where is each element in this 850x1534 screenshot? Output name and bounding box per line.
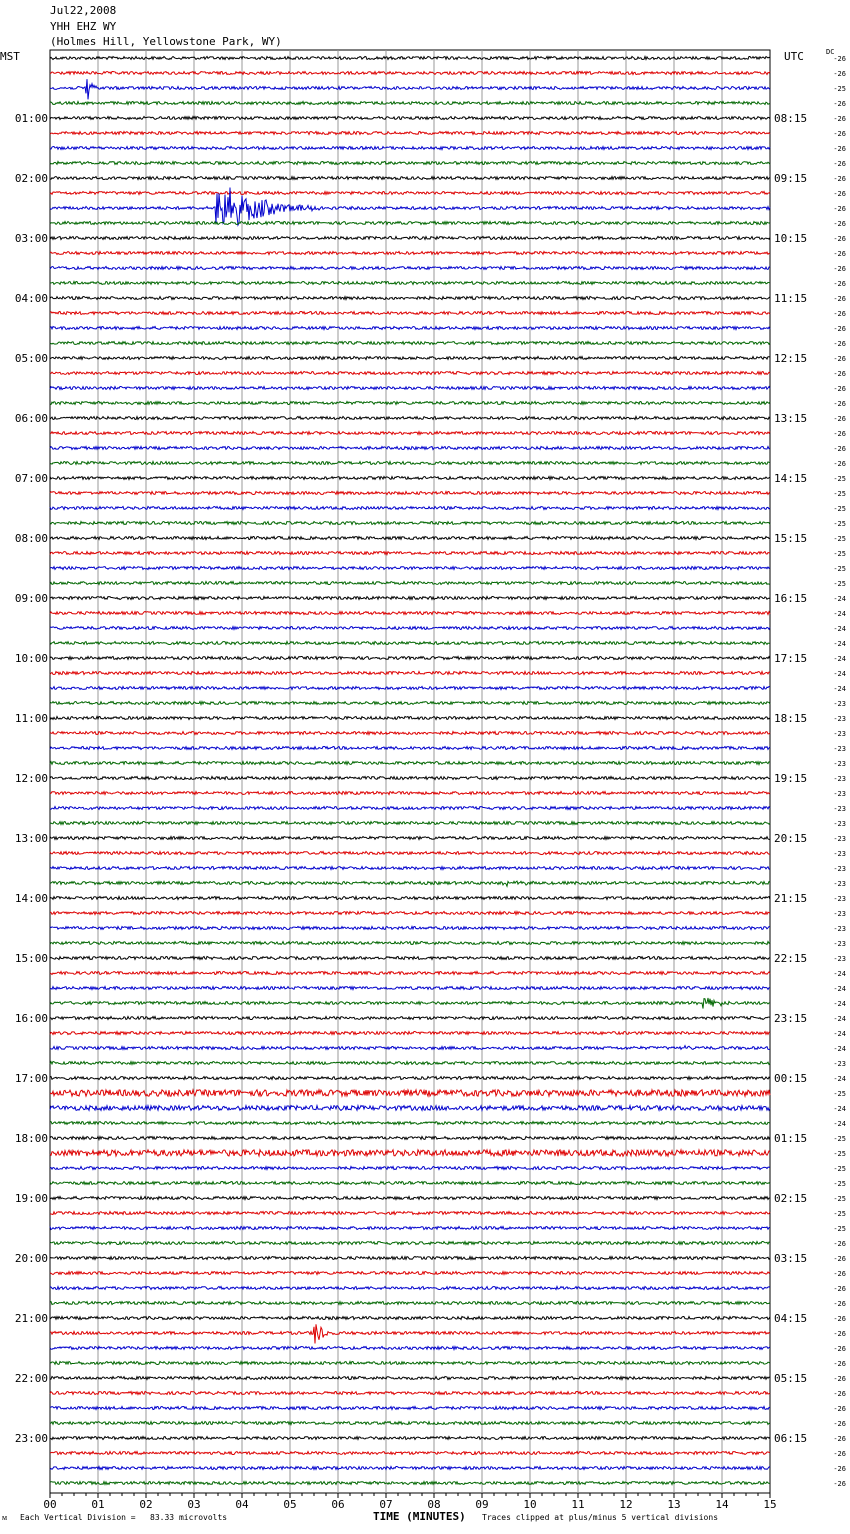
dc-offset-label: -24 xyxy=(833,970,846,978)
dc-offset-label: -25 xyxy=(833,550,846,558)
trace-line xyxy=(50,1017,770,1020)
dc-offset-label: -25 xyxy=(833,85,846,93)
trace-line xyxy=(50,1362,770,1365)
trace-line xyxy=(50,1077,770,1080)
dc-offset-label: -26 xyxy=(833,145,846,153)
dc-offset-label: -26 xyxy=(833,1270,846,1278)
trace-line xyxy=(50,747,770,750)
trace-line xyxy=(50,1212,770,1215)
right-time-label: 02:15 xyxy=(774,1192,808,1205)
trace-line xyxy=(50,657,770,660)
x-tick-label: 03 xyxy=(187,1498,201,1511)
dc-offset-label: -24 xyxy=(833,655,846,663)
trace-line xyxy=(50,1122,770,1125)
dc-offset-label: -24 xyxy=(833,1105,846,1113)
trace-line xyxy=(50,987,770,990)
dc-offset-label: -23 xyxy=(833,880,846,888)
dc-offset-label: -23 xyxy=(833,730,846,738)
dc-offset-label: -23 xyxy=(833,835,846,843)
right-time-label: 16:15 xyxy=(774,592,808,605)
dc-offset-label: -26 xyxy=(833,1240,846,1248)
trace-line xyxy=(50,942,770,945)
dc-offset-label: -26 xyxy=(833,70,846,78)
x-axis-label: TIME (MINUTES) xyxy=(373,1510,466,1523)
right-time-label: 20:15 xyxy=(774,832,808,845)
trace-line xyxy=(50,402,770,405)
trace-line xyxy=(50,702,770,705)
dc-offset-label: -26 xyxy=(833,235,846,243)
trace-line xyxy=(50,102,770,105)
dc-offset-label: -23 xyxy=(833,745,846,753)
dc-offset-label: -26 xyxy=(833,445,846,453)
trace-line xyxy=(50,972,770,975)
dc-offset-label: -26 xyxy=(833,280,846,288)
trace-line xyxy=(50,507,770,510)
trace-line xyxy=(50,1227,770,1230)
dc-offset-label: -26 xyxy=(833,1300,846,1308)
x-tick-label: 02 xyxy=(139,1498,153,1511)
trace-line xyxy=(50,162,770,165)
dc-offset-label: -26 xyxy=(833,325,846,333)
trace-line xyxy=(50,1407,770,1410)
trace-line xyxy=(50,1090,770,1096)
dc-offset-label: -26 xyxy=(833,385,846,393)
dc-offset-label: -25 xyxy=(833,565,846,573)
dc-offset-label: -26 xyxy=(833,250,846,258)
trace-line xyxy=(50,762,770,765)
left-time-label: 04:00 xyxy=(14,292,48,305)
trace-line xyxy=(50,597,770,600)
trace-line xyxy=(50,1182,770,1185)
trace-line xyxy=(50,1287,770,1290)
dc-offset-label: -26 xyxy=(833,310,846,318)
left-time-label: 08:00 xyxy=(14,532,48,545)
right-time-label: 03:15 xyxy=(774,1252,808,1265)
x-tick-label: 14 xyxy=(715,1498,729,1511)
left-time-label: 01:00 xyxy=(14,112,48,125)
trace-line xyxy=(50,252,770,255)
trace-line xyxy=(50,342,770,345)
trace-line xyxy=(50,477,770,480)
trace-line xyxy=(50,312,770,315)
dc-offset-label: -24 xyxy=(833,1015,846,1023)
dc-offset-label: -23 xyxy=(833,820,846,828)
right-time-label: 01:15 xyxy=(774,1132,808,1145)
dc-offset-label: -26 xyxy=(833,370,846,378)
left-time-label: 05:00 xyxy=(14,352,48,365)
dc-offset-label: -24 xyxy=(833,595,846,603)
left-axis-title: MST xyxy=(0,50,20,63)
dc-offset-label: -24 xyxy=(833,1000,846,1008)
dc-offset-label: -26 xyxy=(833,460,846,468)
right-time-label: 19:15 xyxy=(774,772,808,785)
trace-line xyxy=(50,79,770,99)
dc-offset-label: -26 xyxy=(833,175,846,183)
trace-line xyxy=(50,612,770,615)
trace-line xyxy=(50,282,770,285)
trace-line xyxy=(50,732,770,735)
left-time-label: 19:00 xyxy=(14,1192,48,1205)
dc-offset-label: -24 xyxy=(833,985,846,993)
dc-offset-label: -26 xyxy=(833,415,846,423)
trace-line xyxy=(50,237,770,240)
trace-line xyxy=(50,1106,770,1111)
dc-offset-label: -25 xyxy=(833,490,846,498)
trace-line xyxy=(50,72,770,75)
trace-line xyxy=(50,1377,770,1380)
trace-line xyxy=(50,192,770,195)
dc-offset-label: -25 xyxy=(833,1150,846,1158)
trace-line xyxy=(50,867,770,870)
left-time-label: 12:00 xyxy=(14,772,48,785)
dc-offset-label: -24 xyxy=(833,685,846,693)
left-time-label: 11:00 xyxy=(14,712,48,725)
right-time-label: 08:15 xyxy=(774,112,808,125)
trace-line xyxy=(50,1437,770,1440)
dc-offset-label: -26 xyxy=(833,430,846,438)
dc-offset-label: -23 xyxy=(833,760,846,768)
dc-offset-label: -25 xyxy=(833,1210,846,1218)
right-time-label: 10:15 xyxy=(774,232,808,245)
right-time-label: 05:15 xyxy=(774,1372,808,1385)
left-time-label: 23:00 xyxy=(14,1432,48,1445)
trace-line xyxy=(50,1347,770,1350)
dc-offset-label: -23 xyxy=(833,925,846,933)
dc-offset-label: -23 xyxy=(833,1060,846,1068)
trace-line xyxy=(50,1392,770,1395)
left-time-label: 09:00 xyxy=(14,592,48,605)
trace-line xyxy=(50,1046,770,1050)
dc-offset-label: -26 xyxy=(833,55,846,63)
dc-offset-label: -23 xyxy=(833,940,846,948)
trace-line xyxy=(50,492,770,495)
dc-offset-label: -24 xyxy=(833,1030,846,1038)
left-time-label: 21:00 xyxy=(14,1312,48,1325)
left-time-label: 16:00 xyxy=(14,1012,48,1025)
trace-line xyxy=(50,582,770,585)
dc-offset-label: -26 xyxy=(833,1330,846,1338)
trace-line xyxy=(50,1467,770,1470)
trace-line xyxy=(50,717,770,720)
trace-line xyxy=(50,897,770,900)
left-time-label: 13:00 xyxy=(14,832,48,845)
trace-line xyxy=(50,462,770,465)
dc-offset-label: -26 xyxy=(833,1450,846,1458)
trace-line xyxy=(50,1032,770,1035)
dc-offset-label: -25 xyxy=(833,505,846,513)
trace-line xyxy=(50,537,770,540)
right-time-label: 21:15 xyxy=(774,892,808,905)
trace-line xyxy=(50,417,770,420)
trace-line xyxy=(50,297,770,300)
right-time-label: 17:15 xyxy=(774,652,808,665)
dc-offset-label: -26 xyxy=(833,115,846,123)
dc-offset-label: -23 xyxy=(833,805,846,813)
dc-offset-label: -24 xyxy=(833,640,846,648)
left-time-label: 06:00 xyxy=(14,412,48,425)
trace-line xyxy=(50,807,770,810)
dc-offset-label: -25 xyxy=(833,1180,846,1188)
trace-line xyxy=(50,327,770,330)
dc-offset-label: -24 xyxy=(833,1120,846,1128)
x-tick-label: 04 xyxy=(235,1498,249,1511)
dc-offset-label: -26 xyxy=(833,1435,846,1443)
trace-line xyxy=(50,1422,770,1425)
dc-offset-label: -26 xyxy=(833,190,846,198)
dc-offset-label: -24 xyxy=(833,1075,846,1083)
trace-line xyxy=(50,1242,770,1245)
x-tick-label: 05 xyxy=(283,1498,297,1511)
dc-offset-label: -23 xyxy=(833,955,846,963)
x-tick-label: 06 xyxy=(331,1498,345,1511)
trace-line xyxy=(50,267,770,270)
right-axis-title: UTC xyxy=(784,50,804,63)
right-time-label: 06:15 xyxy=(774,1432,808,1445)
right-time-label: 13:15 xyxy=(774,412,808,425)
dc-offset-label: -26 xyxy=(833,1285,846,1293)
left-time-label: 03:00 xyxy=(14,232,48,245)
dc-offset-label: -25 xyxy=(833,1135,846,1143)
dc-offset-label: -25 xyxy=(833,1090,846,1098)
trace-line xyxy=(50,117,770,120)
dc-offset-label: -26 xyxy=(833,1315,846,1323)
trace-line xyxy=(50,1302,770,1305)
left-time-label: 14:00 xyxy=(14,892,48,905)
dc-offset-label: -26 xyxy=(833,355,846,363)
dc-offset-label: -25 xyxy=(833,580,846,588)
dc-offset-label: -25 xyxy=(833,520,846,528)
trace-line xyxy=(50,852,770,855)
dc-offset-label: -26 xyxy=(833,340,846,348)
trace-line xyxy=(50,357,770,360)
dc-offset-label: -25 xyxy=(833,1195,846,1203)
dc-offset-label: -26 xyxy=(833,130,846,138)
trace-line xyxy=(50,522,770,525)
dc-offset-label: -26 xyxy=(833,160,846,168)
dc-offset-label: -26 xyxy=(833,1465,846,1473)
left-time-label: 22:00 xyxy=(14,1372,48,1385)
trace-line xyxy=(50,792,770,795)
dc-offset-label: -26 xyxy=(833,220,846,228)
trace-line xyxy=(50,1272,770,1275)
dc-offset-label: -26 xyxy=(833,205,846,213)
trace-line xyxy=(50,222,770,225)
trace-line xyxy=(50,1167,770,1170)
dc-offset-label: -24 xyxy=(833,625,846,633)
dc-offset-label: -23 xyxy=(833,790,846,798)
trace-line xyxy=(50,627,770,630)
x-tick-label: 08 xyxy=(427,1498,441,1511)
dc-offset-label: -26 xyxy=(833,1420,846,1428)
trace-line xyxy=(50,912,770,915)
dc-offset-label: -23 xyxy=(833,895,846,903)
right-time-label: 12:15 xyxy=(774,352,808,365)
dc-offset-label: -23 xyxy=(833,715,846,723)
trace-line xyxy=(50,447,770,450)
trace-line xyxy=(50,1150,770,1156)
dc-offset-label: -25 xyxy=(833,535,846,543)
trace-line xyxy=(50,927,770,930)
trace-line xyxy=(50,881,770,886)
dc-offset-label: -26 xyxy=(833,1375,846,1383)
clip-note: Traces clipped at plus/minus 5 vertical divisions xyxy=(482,1513,719,1522)
trace-line xyxy=(50,1062,770,1065)
trace-line xyxy=(50,132,770,135)
dc-offset-label: -26 xyxy=(833,265,846,273)
dc-offset-label: -24 xyxy=(833,1045,846,1053)
chart-date: Jul22,2008 xyxy=(50,4,117,17)
dc-offset-label: -26 xyxy=(833,400,846,408)
dc-offset-label: -26 xyxy=(833,1345,846,1353)
trace-line xyxy=(50,1452,770,1455)
dc-offset-label: -26 xyxy=(833,1360,846,1368)
right-time-label: 11:15 xyxy=(774,292,808,305)
trace-line xyxy=(50,957,770,960)
trace-line xyxy=(50,1137,770,1140)
trace-line xyxy=(50,642,770,645)
trace-line xyxy=(50,687,770,690)
left-time-label: 20:00 xyxy=(14,1252,48,1265)
dc-offset-label: -26 xyxy=(833,1390,846,1398)
trace-line xyxy=(50,432,770,435)
trace-line xyxy=(50,672,770,675)
trace-line xyxy=(50,1197,770,1200)
right-time-label: 18:15 xyxy=(774,712,808,725)
dc-offset-label: -24 xyxy=(833,670,846,678)
dc-offset-label: -25 xyxy=(833,475,846,483)
trace-line xyxy=(50,552,770,555)
left-time-label: 02:00 xyxy=(14,172,48,185)
right-time-label: 22:15 xyxy=(774,952,808,965)
dc-offset-label: -23 xyxy=(833,775,846,783)
dc-offset-label: -26 xyxy=(833,1480,846,1488)
trace-line xyxy=(50,57,770,60)
dc-offset-label: -23 xyxy=(833,700,846,708)
trace-line xyxy=(50,998,770,1009)
dc-offset-label: -25 xyxy=(833,1165,846,1173)
right-time-label: 14:15 xyxy=(774,472,808,485)
right-time-label: 23:15 xyxy=(774,1012,808,1025)
right-time-label: 00:15 xyxy=(774,1072,808,1085)
x-tick-label: 11 xyxy=(571,1498,585,1511)
trace-line xyxy=(50,822,770,825)
dc-offset-label: -26 xyxy=(833,295,846,303)
trace-line xyxy=(50,1482,770,1485)
left-time-label: 18:00 xyxy=(14,1132,48,1145)
dc-offset-label: -25 xyxy=(833,1225,846,1233)
left-time-label: 17:00 xyxy=(14,1072,48,1085)
trace-line xyxy=(50,147,770,150)
dc-offset-label: -23 xyxy=(833,865,846,873)
x-tick-label: 09 xyxy=(475,1498,489,1511)
dc-label: DC xyxy=(826,48,835,56)
trace-line xyxy=(50,1317,770,1320)
footer-left-mark: ᴍ xyxy=(2,1513,8,1522)
dc-offset-label: -24 xyxy=(833,610,846,618)
x-tick-label: 10 xyxy=(523,1498,537,1511)
trace-line xyxy=(50,387,770,390)
chart-location: (Holmes Hill, Yellowstone Park, WY) xyxy=(50,35,282,48)
x-tick-label: 01 xyxy=(91,1498,105,1511)
dc-offset-label: -26 xyxy=(833,1405,846,1413)
trace-line xyxy=(50,777,770,780)
left-time-label: 15:00 xyxy=(14,952,48,965)
left-time-label: 10:00 xyxy=(14,652,48,665)
x-tick-label: 07 xyxy=(379,1498,393,1511)
x-tick-label: 12 xyxy=(619,1498,633,1511)
trace-line xyxy=(50,372,770,375)
left-time-label: 07:00 xyxy=(14,472,48,485)
dc-offset-label: -26 xyxy=(833,100,846,108)
trace-line xyxy=(50,837,770,840)
chart-station: YHH EHZ WY xyxy=(50,20,117,33)
dc-offset-label: -23 xyxy=(833,910,846,918)
trace-line xyxy=(50,1324,770,1343)
dc-offset-label: -26 xyxy=(833,1255,846,1263)
x-tick-label: 00 xyxy=(43,1498,57,1511)
scale-note: Each Vertical Division = 83.33 microvolts xyxy=(20,1513,228,1522)
right-time-label: 15:15 xyxy=(774,532,808,545)
right-time-label: 09:15 xyxy=(774,172,808,185)
trace-line xyxy=(50,567,770,570)
trace-line xyxy=(50,1257,770,1260)
right-time-label: 04:15 xyxy=(774,1312,808,1325)
x-tick-label: 13 xyxy=(667,1498,681,1511)
x-tick-label: 15 xyxy=(763,1498,777,1511)
trace-line xyxy=(50,177,770,180)
dc-offset-label: -23 xyxy=(833,850,846,858)
